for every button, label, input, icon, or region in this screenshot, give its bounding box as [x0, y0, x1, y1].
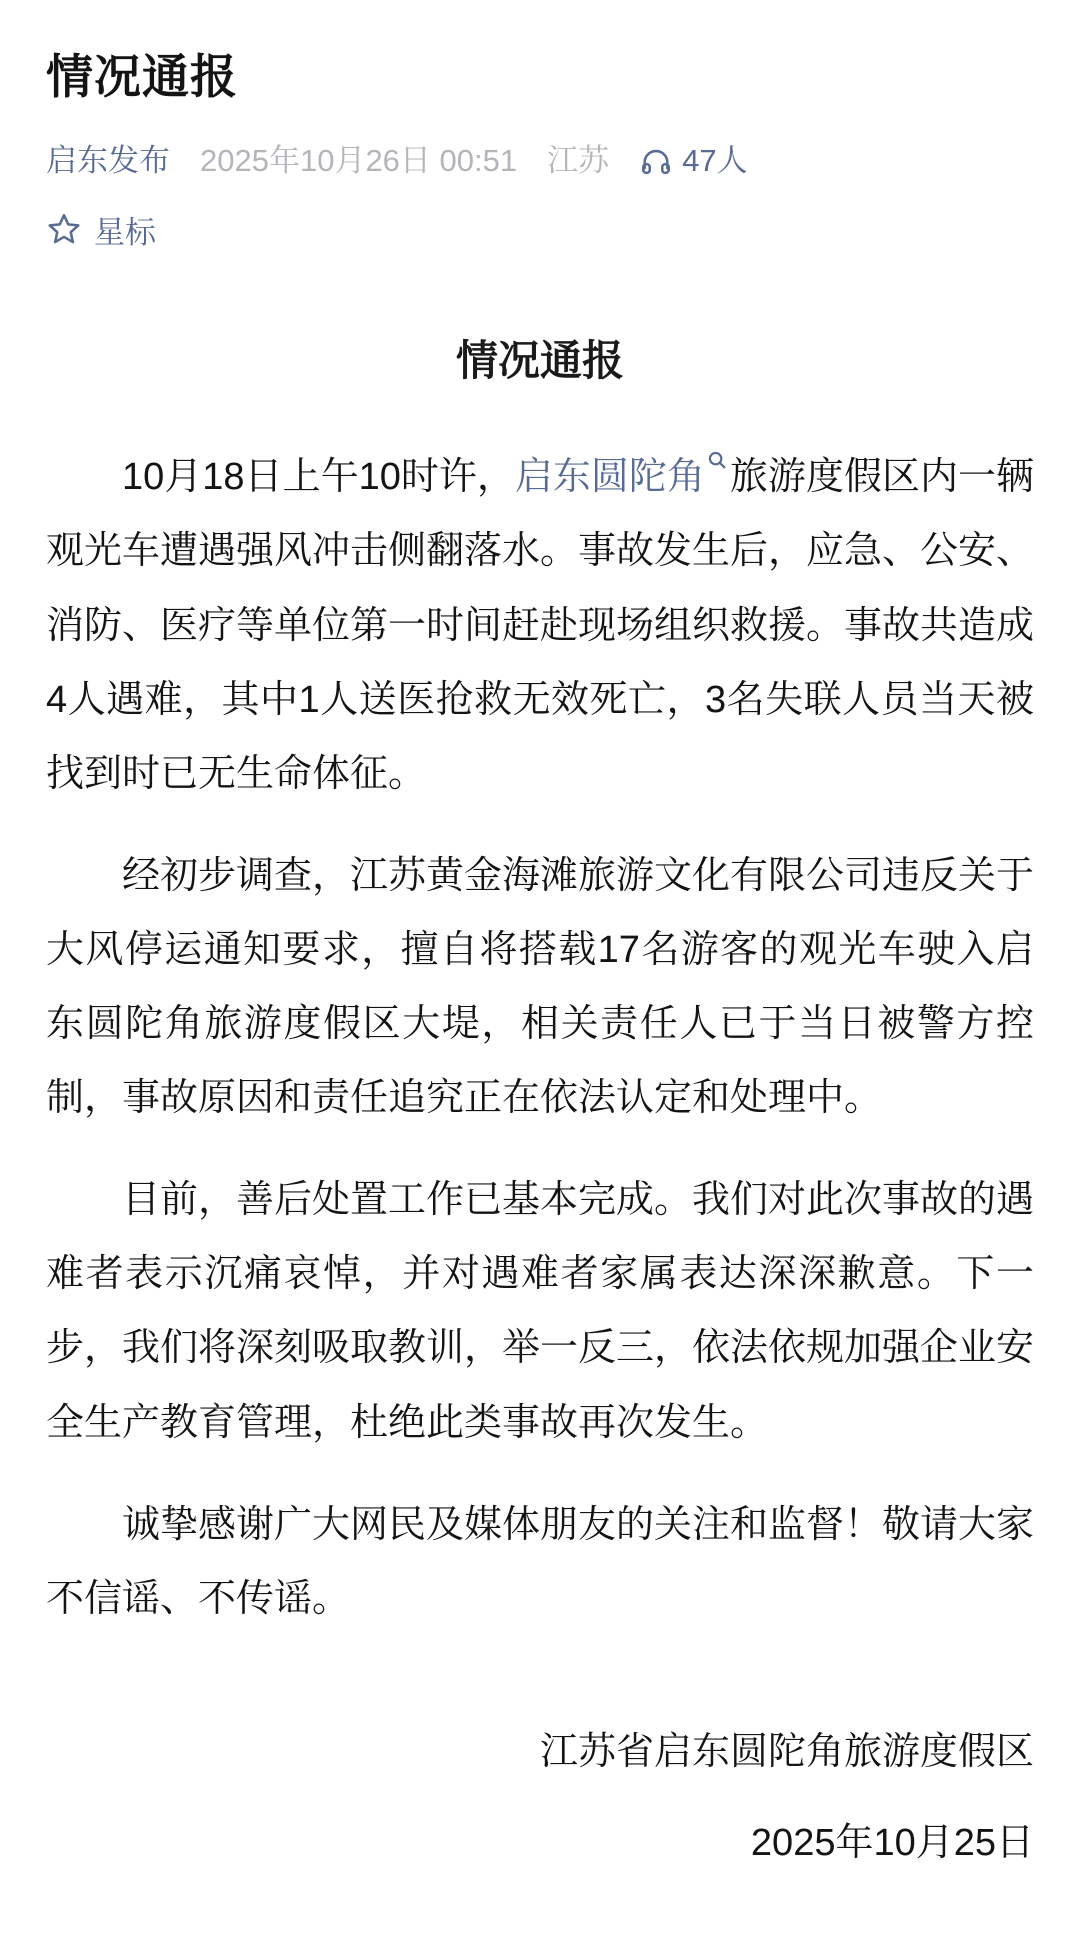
location-link[interactable] — [515, 456, 730, 498]
paragraph-1-pre: 10月18日上午10时许， — [122, 456, 515, 499]
article-title: 情况通报 — [455, 336, 624, 384]
paragraph-2: 经初步调查，江苏黄金海滩旅游文化有限公司违反关于大风停运通知要求，擅自将搭载17名游客的观光车驶入启东圆陀角旅游度假区大堤，相关责任人已于当日被警方控制，事故原因和责任追究正在依法认定和处理中。 — [46, 854, 1035, 1120]
paragraph-1-post: 旅游度假区内一辆观光车遭遇强风冲击侧翻落水。事故发生后，应急、公安、消防、医疗等单位第一时间赶赴现场组织救援。事故共造成4人遇难，其中1人送医抢救无效死亡，3名失联人员当天被找到时已无生命体征。 — [46, 456, 1035, 795]
star-button[interactable] — [46, 207, 156, 252]
headphones-icon — [639, 144, 673, 178]
paragraph-4: 诚挚感谢广大网民及媒体朋友的关注和监督！敬请大家不信谣、不传谣。 — [46, 1503, 1035, 1620]
location-link-text: 启东圆陀角 — [514, 456, 705, 499]
listen-count: 47人 — [682, 143, 748, 179]
star-label: 星标 — [94, 214, 156, 250]
star-icon — [46, 211, 82, 247]
account-name-link[interactable]: 启东发布 — [46, 143, 170, 179]
article-meta-row — [46, 142, 1034, 181]
publish-time: 2025年10月26日 00:51 — [200, 143, 518, 179]
paragraph-1 — [46, 440, 1034, 810]
publish-location: 江苏 — [547, 143, 610, 179]
paragraph-3: 目前，善后处置工作已基本完成。我们对此次事故的遇难者表示沉痛哀悼，并对遇难者家属表达深深歉意。下一步，我们将深刻吸取教训，举一反三，依法依规加强企业安全生产教育管理，杜绝此类事故再次发生。 — [46, 1179, 1035, 1444]
signature-org: 江苏省启东圆陀角旅游度假区 — [539, 1730, 1034, 1773]
signature-block — [46, 1728, 1034, 1869]
listen-count-button[interactable] — [639, 142, 747, 181]
page-title: 情况通报 — [46, 50, 238, 103]
search-icon — [706, 449, 728, 471]
signature-date: 2025年10月25日 — [750, 1822, 1034, 1865]
